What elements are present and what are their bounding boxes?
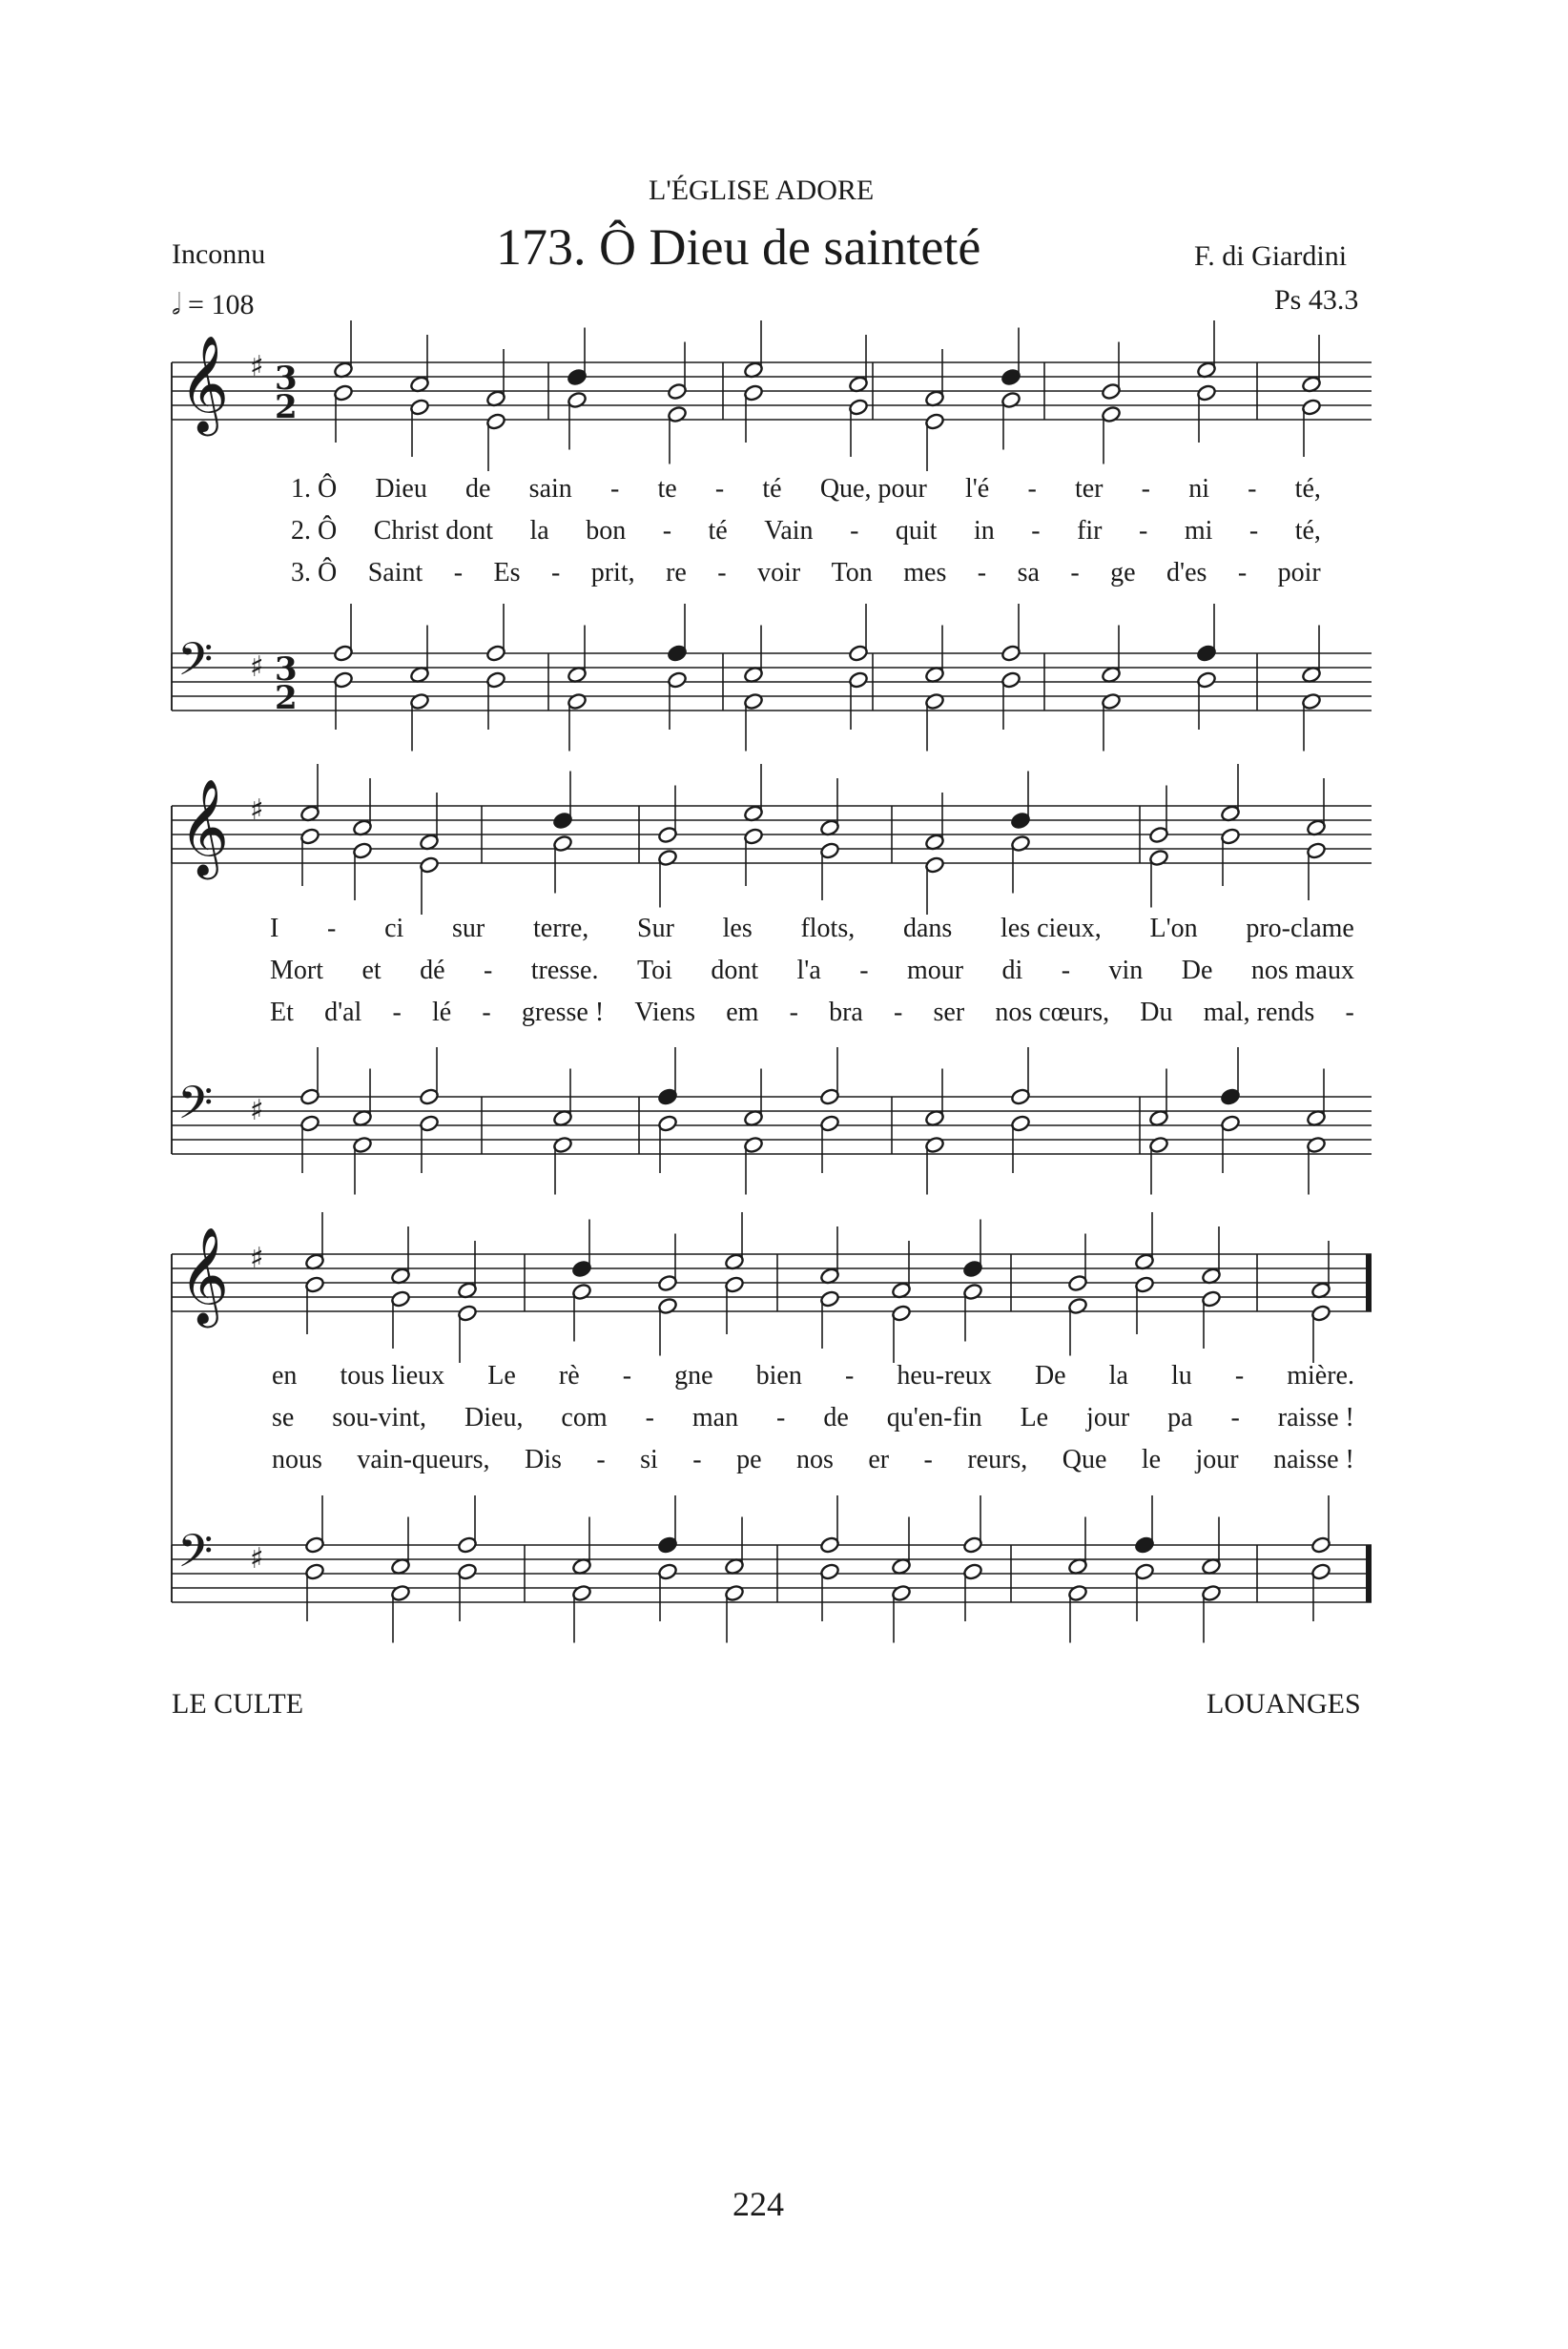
lyric-syllable: et <box>361 956 382 985</box>
lyric-syllable: sain <box>528 474 572 504</box>
lyric-syllable: L'on <box>1149 914 1198 943</box>
sharp-icon: ♯ <box>250 1242 264 1275</box>
lyric-syllable: voir <box>757 558 801 587</box>
treble-clef-icon: 𝄞 <box>179 777 230 876</box>
sharp-icon: ♯ <box>250 793 264 827</box>
sharp-icon: ♯ <box>250 350 264 383</box>
lyric-syllable: - <box>717 558 727 587</box>
lyric-syllable: Ton <box>831 558 873 587</box>
lyric-syllable: jour <box>1195 1445 1239 1474</box>
lyric-line-s3-v1 <box>272 1361 1354 1391</box>
lyric-syllable: - <box>1237 558 1248 587</box>
lyric-syllable: De <box>1034 1361 1066 1391</box>
lyric-syllable: rè <box>558 1361 580 1391</box>
lyric-syllable: nos cœurs, <box>995 998 1110 1027</box>
lyric-syllable: - <box>1139 516 1148 546</box>
lyric-syllable: - <box>923 1445 933 1474</box>
lyric-syllable: 1. Ô <box>291 474 338 504</box>
sharp-icon: ♯ <box>250 1542 264 1576</box>
lyric-syllable: - <box>1248 516 1259 546</box>
final-barline <box>1366 1545 1372 1602</box>
lyric-syllable: se <box>272 1403 295 1432</box>
lyric-syllable: - <box>1141 474 1150 504</box>
lyric-syllable: te <box>657 474 677 504</box>
lyric-syllable: naisse ! <box>1273 1445 1354 1474</box>
lyric-syllable: - <box>789 998 798 1027</box>
time-signature: 3 <box>275 650 298 689</box>
lyric-syllable: 3. Ô <box>291 558 338 587</box>
lyric-line-s1-v1 <box>291 474 1321 505</box>
time-signature: 3 <box>275 360 298 398</box>
lyric-syllable: vin <box>1108 956 1144 985</box>
lyric-syllable: tresse. <box>530 956 599 985</box>
lyric-syllable: mes <box>903 558 947 587</box>
lyric-syllable: - <box>714 474 725 504</box>
lyric-syllable: la <box>529 516 549 546</box>
lyric-syllable: - <box>327 914 337 943</box>
lyric-syllable: Mort <box>270 956 323 985</box>
composer: F. di Giardini <box>1194 240 1348 272</box>
lyric-syllable: - <box>1027 474 1037 504</box>
scripture-reference: Ps 43.3 <box>1274 284 1359 316</box>
lyric-syllable: dont <box>711 956 759 985</box>
lyric-syllable: terre, <box>532 914 589 943</box>
lyric-syllable: Viens <box>634 998 696 1027</box>
lyric-syllable: Le <box>487 1361 516 1391</box>
lyric-line-s3-v3 <box>272 1445 1354 1475</box>
lyric-syllable: De <box>1181 956 1213 985</box>
section-heading: L'ÉGLISE ADORE <box>649 175 875 206</box>
lyric-syllable: quit <box>895 516 938 546</box>
lyric-syllable: raisse ! <box>1277 1403 1354 1432</box>
lyric-syllable: - <box>894 998 903 1027</box>
lyric-syllable: pro-clame <box>1246 914 1354 943</box>
bass-clef-icon: 𝄢 <box>177 1076 214 1141</box>
tempo-value: = 108 <box>188 289 255 320</box>
lyric-syllable: qu'en-fin <box>886 1403 982 1432</box>
lyric-syllable: dans <box>902 914 953 943</box>
lyric-syllable: d'es <box>1166 558 1207 587</box>
lyric-line-s1-v3 <box>291 558 1321 588</box>
lyric-syllable: - <box>1031 516 1041 546</box>
lyric-syllable: ter <box>1074 474 1104 504</box>
lyric-syllable: pe <box>736 1445 762 1474</box>
lyric-syllable: té, <box>1294 474 1321 504</box>
lyric-syllable: tous lieux <box>340 1361 445 1391</box>
lyric-syllable: - <box>609 474 620 504</box>
lyric-syllable: er <box>868 1445 890 1474</box>
lyric-syllable: Es <box>493 558 521 587</box>
footer-right: LOUANGES <box>1207 1688 1361 1720</box>
lyric-line-s1-v2 <box>291 516 1321 546</box>
lyric-syllable: - <box>453 558 464 587</box>
lyric-syllable: en <box>272 1361 298 1391</box>
lyric-syllable: poir <box>1277 558 1321 587</box>
lyric-syllable: I <box>270 914 279 943</box>
lyric-syllable: mour <box>907 956 964 985</box>
lyric-syllable: té <box>708 516 728 546</box>
lyric-syllable: té, <box>1294 516 1321 546</box>
lyric-syllable: lu <box>1170 1361 1192 1391</box>
lyric-syllable: ci <box>384 914 404 943</box>
lyric-syllable: Dieu <box>375 474 427 504</box>
lyric-syllable: l'a <box>796 956 821 985</box>
sharp-icon: ♯ <box>250 650 264 684</box>
lyric-syllable: le <box>1141 1445 1162 1474</box>
lyric-syllable: les <box>722 914 753 943</box>
lyric-syllable: - <box>844 1361 855 1391</box>
lyric-syllable: - <box>1070 558 1080 587</box>
time-signature: 2 <box>275 679 298 717</box>
lyric-syllable: man <box>691 1403 739 1432</box>
treble-clef-icon: 𝄞 <box>179 1226 230 1324</box>
lyric-syllable: Que <box>1062 1445 1107 1474</box>
lyric-syllable: com <box>561 1403 608 1432</box>
lyric-syllable: heu-reux <box>897 1361 992 1391</box>
lyric-syllable: Que, pour <box>819 474 927 504</box>
lyric-syllable: gresse ! <box>521 998 605 1027</box>
text-author: Inconnu <box>172 238 266 270</box>
lyric-syllable: - <box>1230 1403 1240 1432</box>
lyric-syllable: l'é <box>964 474 990 504</box>
half-note-icon: 𝅗𝅥 <box>172 289 181 320</box>
treble-clef-icon: 𝄞 <box>179 334 230 432</box>
lyric-syllable: prit, <box>590 558 635 587</box>
lyric-syllable: - <box>596 1445 606 1474</box>
time-signature: 2 <box>275 388 298 426</box>
lyric-line-s3-v2 <box>272 1403 1354 1433</box>
lyric-syllable: vain-queurs, <box>357 1445 490 1474</box>
lyric-syllable: la <box>1108 1361 1128 1391</box>
lyric-syllable: - <box>692 1445 702 1474</box>
lyric-syllable: Du <box>1140 998 1173 1027</box>
lyric-syllable: - <box>1345 998 1354 1027</box>
page-number: 224 <box>732 2185 784 2223</box>
lyric-syllable: ge <box>1110 558 1136 587</box>
lyric-syllable: flots, <box>800 914 856 943</box>
lyric-syllable: nos maux <box>1250 956 1354 985</box>
lyric-syllable: Christ dont <box>373 516 493 546</box>
lyric-syllable: dé <box>420 956 445 985</box>
lyric-syllable: d'al <box>324 998 362 1027</box>
hymn-title: 173. Ô Dieu de sainteté <box>496 218 981 276</box>
lyric-syllable: té <box>762 474 782 504</box>
lyric-syllable: - <box>776 1403 786 1432</box>
lyric-syllable: Et <box>270 998 294 1027</box>
lyric-syllable: Le <box>1020 1403 1049 1432</box>
lyric-syllable: - <box>392 998 402 1027</box>
lyric-syllable: Dieu, <box>464 1403 524 1432</box>
lyric-syllable: - <box>483 956 493 985</box>
lyric-syllable: si <box>640 1445 658 1474</box>
lyric-syllable: sou-vint, <box>332 1403 427 1432</box>
lyric-syllable: de <box>823 1403 849 1432</box>
lyric-syllable: les cieux, <box>1001 914 1102 943</box>
lyric-syllable: pa <box>1167 1403 1193 1432</box>
lyric-line-s2-v3 <box>270 998 1354 1028</box>
lyric-syllable: ni <box>1188 474 1209 504</box>
lyric-syllable: Vain <box>764 516 814 546</box>
lyric-syllable: reurs, <box>967 1445 1028 1474</box>
lyric-syllable: fir <box>1077 516 1103 546</box>
lyric-line-s2-v2 <box>270 956 1354 986</box>
lyric-syllable: sa <box>1017 558 1040 587</box>
lyric-syllable: - <box>662 516 672 546</box>
lyric-syllable: mière. <box>1287 1361 1354 1391</box>
lyric-syllable: - <box>1248 474 1257 504</box>
lyric-syllable: Sur <box>637 914 674 943</box>
lyric-syllable: - <box>550 558 561 587</box>
lyric-syllable: lé <box>432 998 452 1027</box>
lyric-syllable: de <box>465 474 491 504</box>
lyric-syllable: mi <box>1184 516 1213 546</box>
lyric-syllable: jour <box>1086 1403 1130 1432</box>
lyric-syllable: bien <box>755 1361 802 1391</box>
footer-left: LE CULTE <box>172 1688 304 1720</box>
lyric-syllable: - <box>622 1361 632 1391</box>
lyric-syllable: mal, rends <box>1203 998 1315 1027</box>
lyric-syllable: - <box>1061 956 1071 985</box>
sharp-icon: ♯ <box>250 1094 264 1127</box>
lyric-syllable: 2. Ô <box>291 516 338 546</box>
lyric-line-s2-v1 <box>270 914 1354 944</box>
bass-clef-icon: 𝄢 <box>177 1524 214 1589</box>
lyric-syllable: Toi <box>636 956 672 985</box>
lyric-syllable: em <box>726 998 759 1027</box>
lyric-syllable: sur <box>452 914 485 943</box>
lyric-syllable: gne <box>674 1361 713 1391</box>
lyric-syllable: - <box>1234 1361 1245 1391</box>
lyric-syllable: - <box>482 998 491 1027</box>
lyric-syllable: - <box>645 1403 654 1432</box>
lyric-syllable: Saint <box>367 558 423 587</box>
lyric-syllable: nous <box>272 1445 322 1474</box>
bass-clef-icon: 𝄢 <box>177 632 214 697</box>
lyric-syllable: bra <box>829 998 863 1027</box>
final-barline <box>1366 1254 1372 1311</box>
lyric-syllable: di <box>1001 956 1023 985</box>
lyric-syllable: ser <box>933 998 965 1027</box>
lyric-syllable: nos <box>795 1445 834 1474</box>
lyric-syllable: - <box>977 558 987 587</box>
lyric-syllable: in <box>973 516 995 546</box>
lyric-syllable: - <box>859 956 869 985</box>
lyric-syllable: Dis <box>525 1445 562 1474</box>
lyric-syllable: bon <box>586 516 627 546</box>
lyric-syllable: - <box>850 516 859 546</box>
lyric-syllable: re <box>666 558 687 587</box>
